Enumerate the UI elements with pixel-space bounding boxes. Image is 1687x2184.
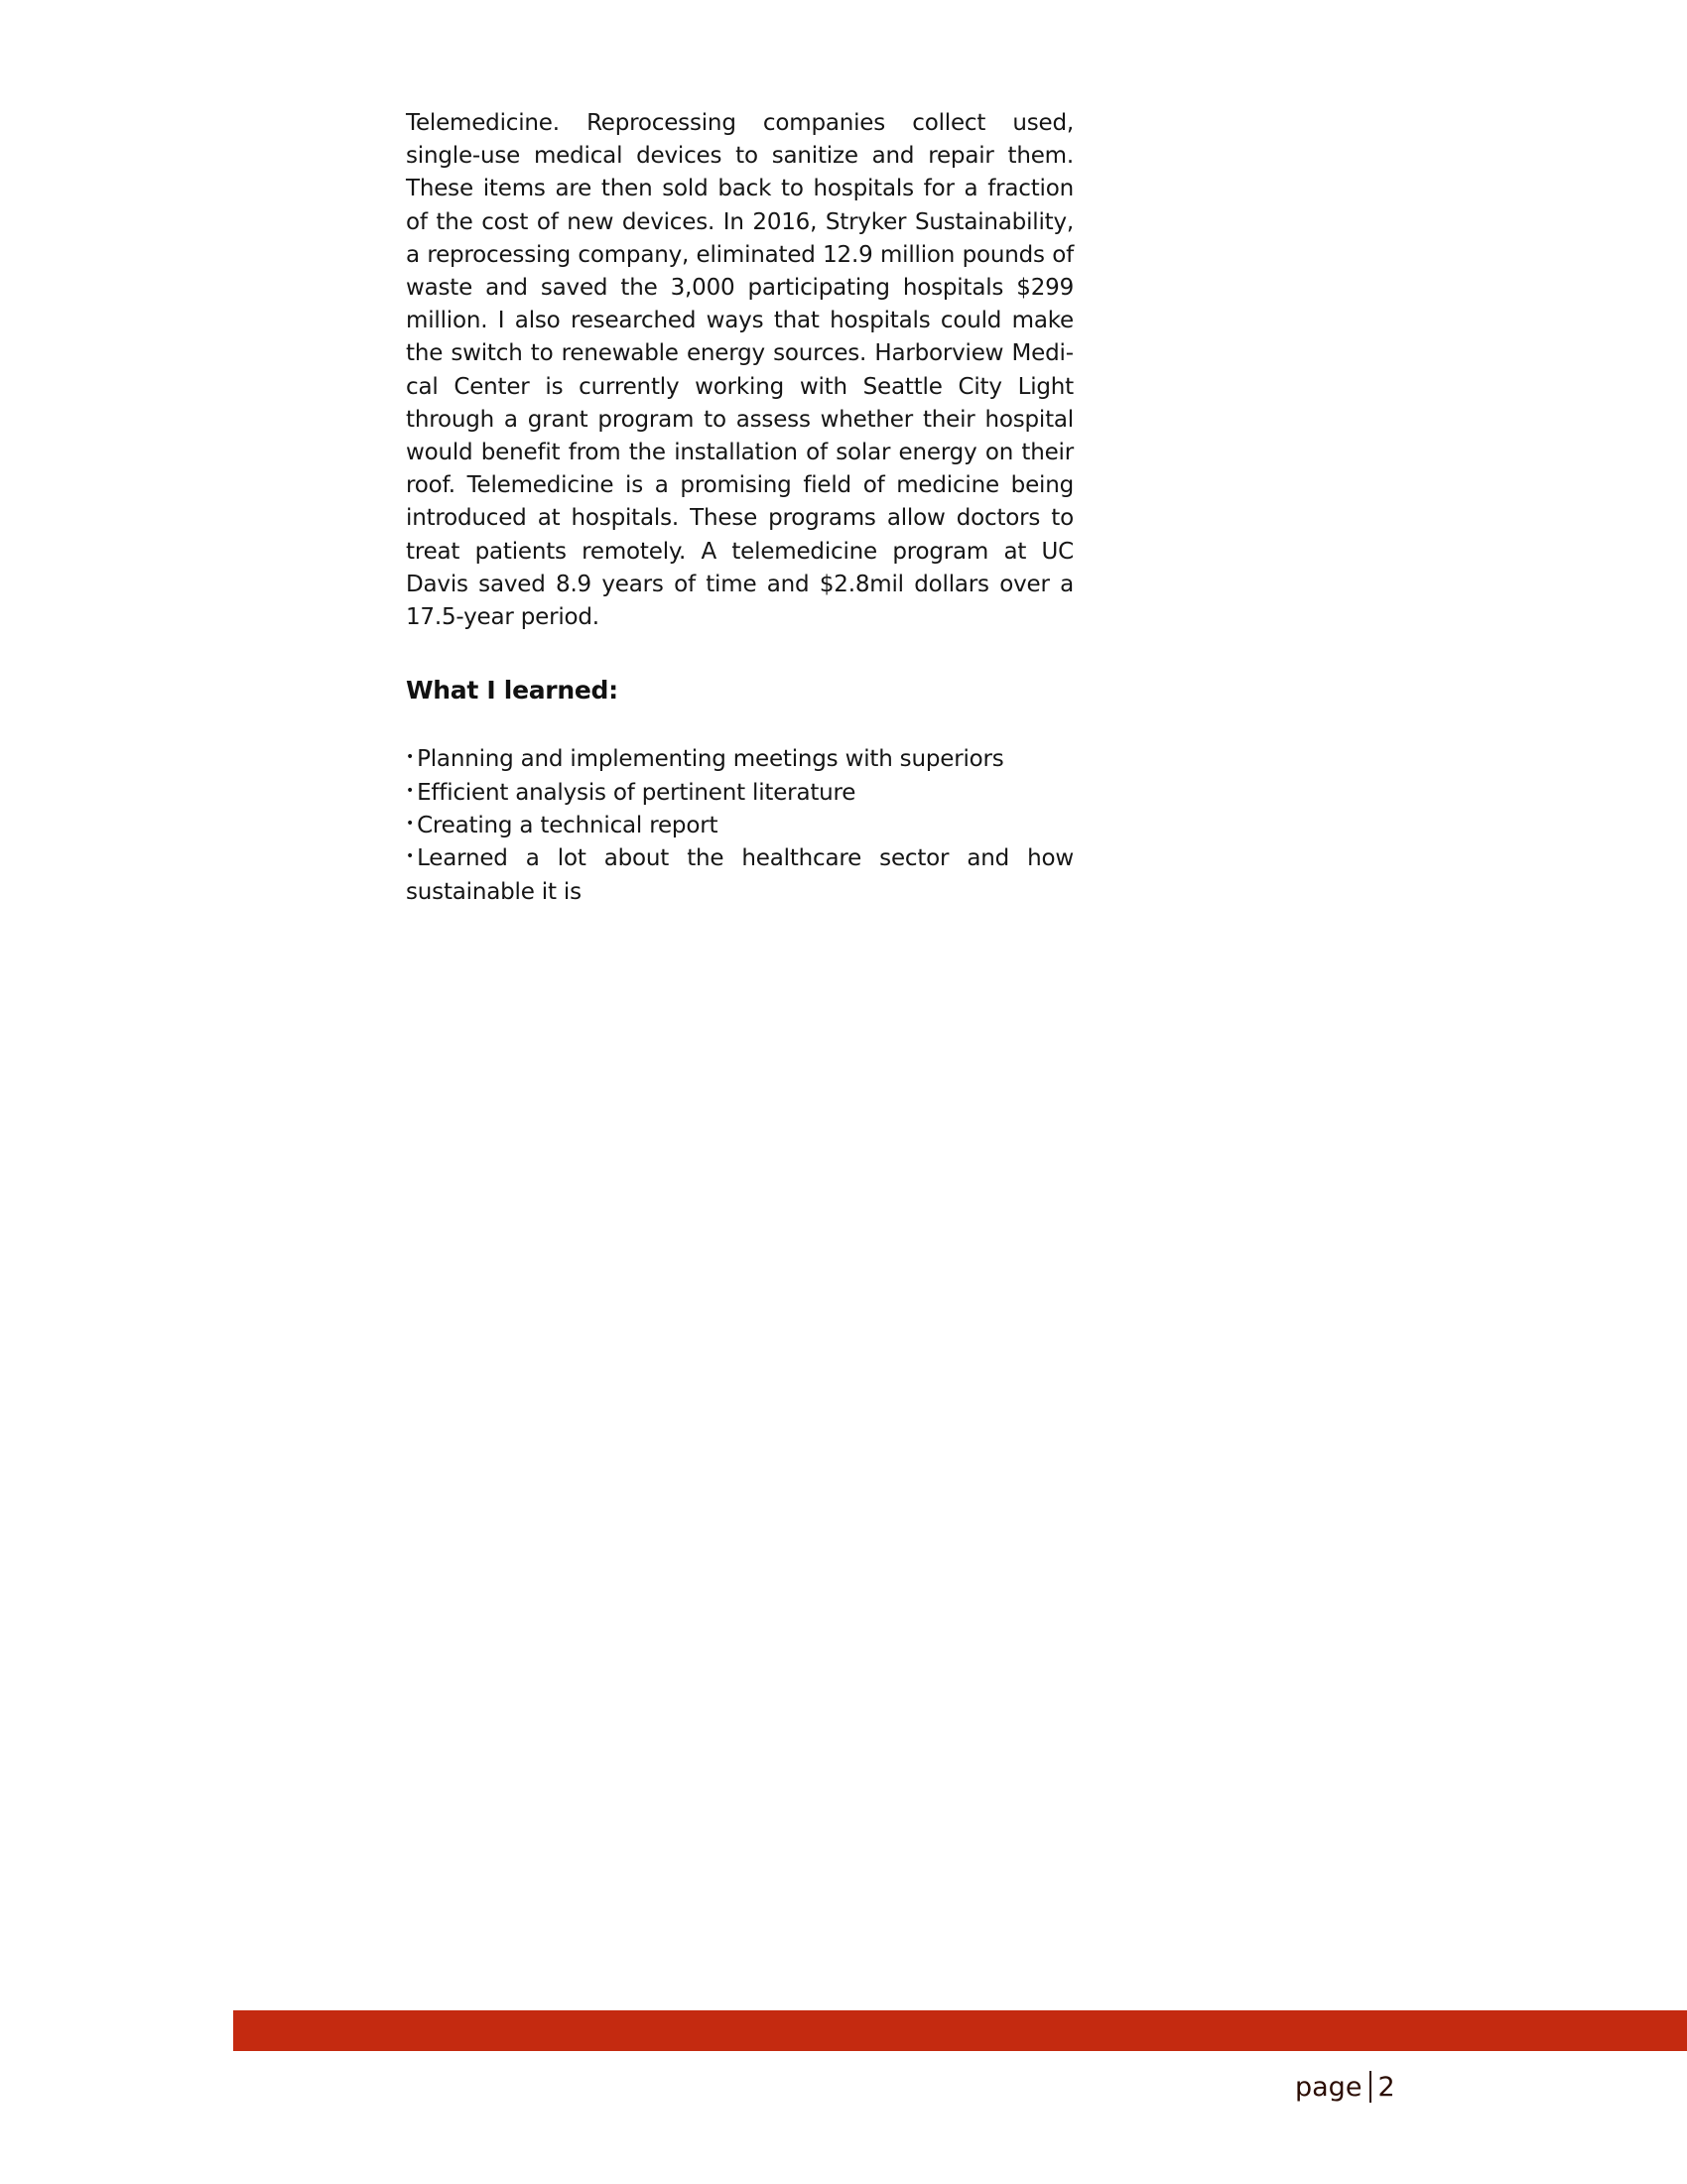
list-item-text: Efficient analysis of pertinent literature: [417, 779, 856, 806]
page-number-label: page: [1295, 2072, 1363, 2103]
page-number: [1295, 2070, 1395, 2106]
learned-list: [406, 743, 1074, 908]
list-item: [406, 743, 1074, 776]
list-item: [406, 842, 1074, 909]
page-number-divider: [1369, 2071, 1371, 2103]
bullet-icon: •: [406, 749, 415, 766]
section-heading-what-i-learned: What I learned:: [406, 676, 618, 706]
list-item-text: Planning and implementing meetings with superiors: [417, 746, 1004, 773]
bullet-icon: •: [406, 815, 415, 832]
bullet-icon: •: [406, 782, 415, 799]
footer-accent-bar: [233, 2010, 1687, 2051]
bullet-icon: •: [406, 848, 415, 865]
list-item: [406, 777, 1074, 810]
list-item: [406, 810, 1074, 842]
list-item-text: Learned a lot about the healthcare sector and how sustainable it is: [406, 845, 1074, 905]
list-item-text: Creating a technical report: [417, 812, 718, 838]
page-number-value: 2: [1377, 2072, 1395, 2103]
page-content: [406, 107, 1074, 909]
body-paragraph: Telemedicine. Reprocessing companies collect used, single-use medical devices to sanitize and repair them. These items are then sold back to hospitals for a fraction of the cost of new devices. In 2016, Stryker Sustainability, a reprocessing company, eliminated 12.9 million pounds of waste and saved the 3,000 participating hospitals $299 million. I also researched ways that hospitals could make the switch to renewable energy sources. Harborview Medical Center is currently working with Seattle City Light through a grant program to assess whether their hospital would benefit from the installation of solar energy on their roof. Telemedicine is a promising field of medicine being introduced at hospitals. These programs allow doctors to treat patients remotely. A telemedicine program at UC Davis saved 8.9 years of time and $2.8mil dollars over a 17.5-year period.: [406, 110, 1074, 631]
